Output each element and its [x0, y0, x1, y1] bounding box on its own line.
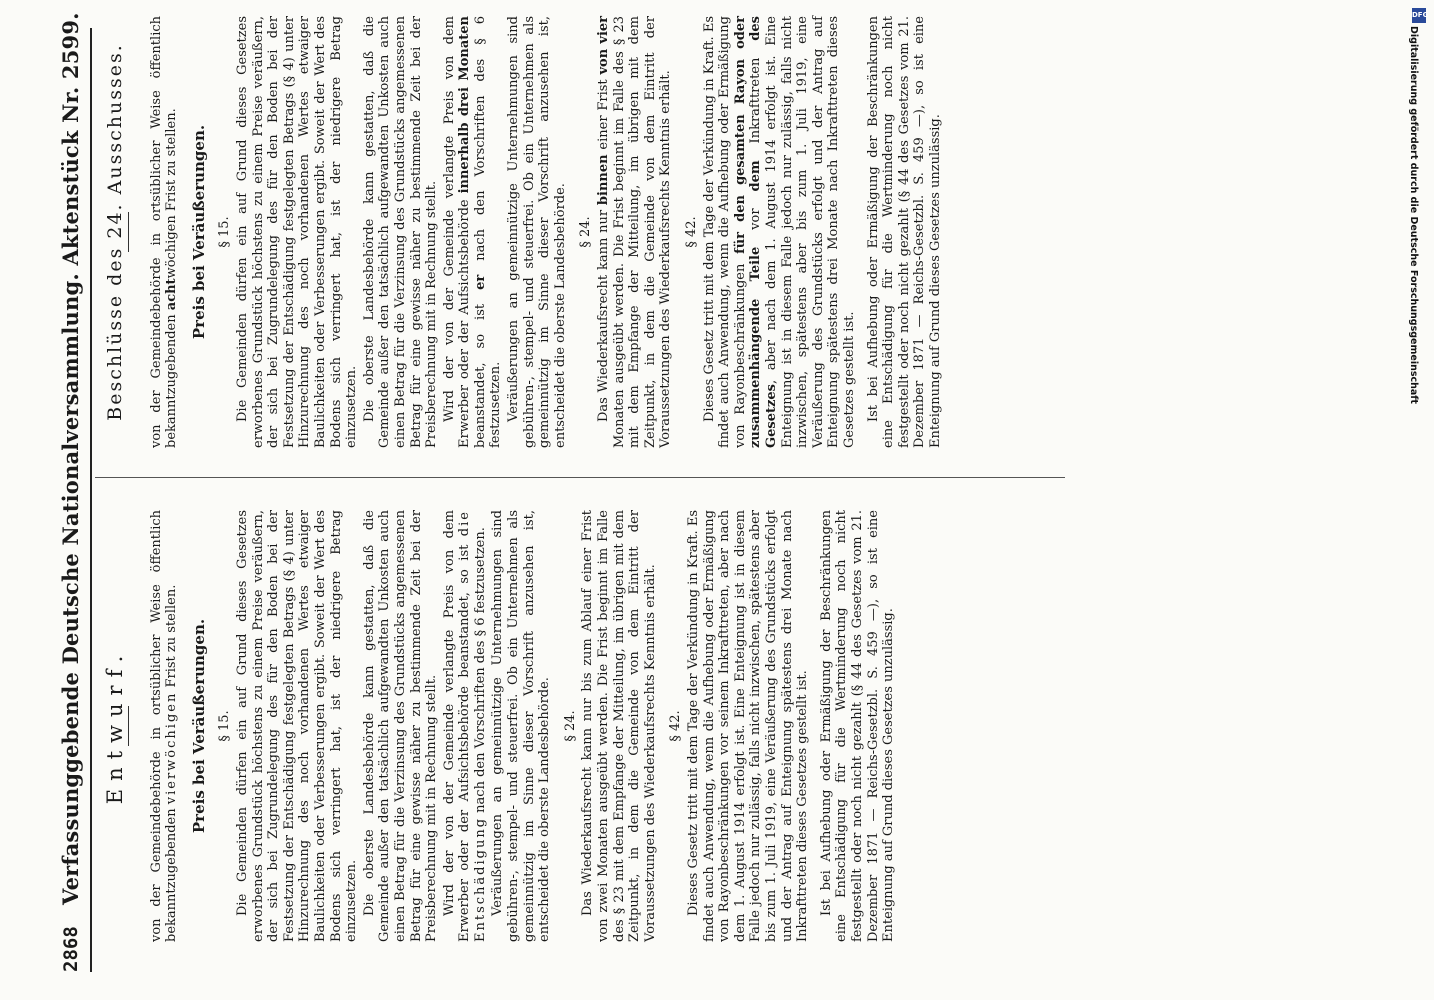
intro-text-a: von der Gemeindebehörde in ortsüblicher Weise öffentlich bekanntzugebenden	[148, 510, 180, 942]
paragraph-15-emphasis: die Entschädigung	[457, 510, 488, 942]
paragraph-number-15: § 15.	[217, 216, 233, 248]
column-title-resolutions: Beschlüsse des 24. Ausschusses.	[104, 43, 126, 421]
paragraph-42-emphasis-dem: dem	[748, 160, 764, 192]
paragraph-15-text-3e: nach den Vorschriften des § 6 festzusetzen.	[472, 16, 504, 448]
paragraph-15-emphasis-er: er	[472, 274, 488, 290]
dfg-logo: DFG	[1412, 8, 1426, 23]
header-rule	[90, 28, 92, 972]
intro-text-c: Frist zu stellen.	[164, 584, 180, 688]
page-header	[58, 0, 88, 1000]
header-title: Verfassunggebende Deutsche Nationalversammlung. Aktenstück Nr. 2599.	[58, 12, 83, 905]
paragraph-15-text-1: Die Gemeinden dürfen ein auf Grund dieses Gesetzes erworbenes Grundstück höchstens zu einem Preise veräußern, der sich bei Zugrundelegung des für den Boden bei der Festsetzung der Entschädigung festgelegten Betrags (§ 4) unter Hinzurechnung des noch vorhandenen Wertes etwaiger Baulichkeiten oder Verbesserungen ergibt. Soweit der Wert des Bodens sich verringert hat, ist der niedrigere Betrag einzusetzen.	[234, 16, 360, 448]
paragraph-15-text-2: Die oberste Landesbehörde kann gestatten, daß die Gemeinde außer den tatsächlich aufgewandten Unkosten auch einen Betrag für die Verzinsung des Grundstücks angemessenen Betrag für eine gewisse näher zu bestimmende Zeit bei der Preisberechnung mit in Rechnung stellt.	[361, 16, 440, 448]
paragraph-15-text-3c: nach den Vorschriften des § 6 festzusetzen.	[472, 527, 488, 813]
paragraph-15-emphasis: innerhalb drei Monaten	[457, 16, 473, 194]
paragraph-42-text-2: Ist bei Aufhebung oder Ermäßigung der Beschränkungen eine Entschädigung für die Wertminderung noch nicht festgestellt oder noch nicht gezahlt (§ 44 des Gesetzes vom 21. Dezember 1871 — Reichs-Gesetzbl. S. 459 —), so ist eine Enteignung auf Grund dieses Gesetzes unzulässig.	[818, 510, 897, 942]
digitization-note: Digitalisierung gefördert durch die Deutsche Forschungsgemeinschaft	[1408, 26, 1419, 404]
title-divider	[128, 212, 129, 252]
paragraph-24-text-a: Das Wiederkaufsrecht kann nur	[596, 209, 612, 422]
intro-text-emphasis: vierwöchigen	[164, 691, 180, 805]
paragraph-15-text-2: Die oberste Landesbehörde kann gestatten, daß die Gemeinde außer den tatsächlich aufgewandten Unkosten auch einen Betrag für die Verzinsung des Grundstücks angemessenen Betrag für eine gewisse näher zu bestimmende Zeit bei der Preisberechnung mit in Rechnung stellt.	[361, 510, 440, 942]
paragraph-number-24: § 24.	[578, 216, 594, 248]
title-divider	[128, 706, 129, 746]
intro-text-a: von der Gemeindebehörde in ortsüblicher Weise öffentlich bekanntzugebenden	[148, 16, 180, 448]
paragraph-24-text-e: Monaten ausgeübt werden. Die Frist beginnt im Falle des § 23 mit dem Empfange der Mitteilung, im übrigen mit dem Zeitpunkt, in dem die Gemeinde von dem Eintritt der Voraussetzungen des Wiederkaufsrechts Kenntnis erhält.	[611, 16, 674, 448]
paragraph-42-emphasis-rayon: für den gesamten Rayon oder zusammenhängende Teile	[732, 15, 764, 448]
paragraph-42-text-e: Inkrafttreten	[748, 57, 764, 144]
column-divider	[95, 477, 1065, 478]
paragraph-24-emphasis-vier: von vier	[596, 16, 612, 75]
paragraph-24-text	[596, 16, 674, 448]
paragraph-42-emphasis-gesetzes: des Gesetzes	[748, 16, 779, 448]
paragraph-number-15: § 15.	[217, 710, 233, 742]
paragraph-42-text-g: , aber nach dem 1. August 1914 erfolgt ist. Eine Enteignung ist in diesem Falle jedoch nur zulässig, falls nicht inzwischen, spätestens aber bis zum 1. Juli 1919, eine Veräußerung des Grundstücks erfolgt und der Antrag auf Enteignung spätestens drei Monate nach Inkrafttreten dieses Gesetzes gestellt ist.	[763, 16, 857, 448]
intro-text-emphasis: acht	[164, 278, 180, 311]
section-heading: Preis bei Veräußerungen.	[189, 124, 208, 340]
paragraph-42-text-1: Dieses Gesetz tritt mit dem Tage der Verkündung in Kraft. Es findet auch Anwendung, wenn die Aufhebung oder Ermäßigung von Rayonbeschränkungen vor seinem Inkrafttreten, aber nach dem 1. August 1914 erfolgt ist. Eine Enteignung ist in diesem Falle jedoch nur zulässig, falls nicht inzwischen, spätestens aber bis zum 1. Juli 1919, eine Veräußerung des Grundstücks erfolgt und der Antrag auf Enteignung spätestens drei Monate nach Inkrafttreten dieses Gesetzes gestellt ist.	[686, 510, 811, 942]
intro-text-c: wöchigen Frist zu stellen.	[164, 108, 180, 279]
intro-text	[149, 510, 180, 942]
page-number: 2868	[60, 926, 82, 972]
paragraph-15-text-4: Veräußerungen an gemeinnützige Unternehmungen sind gebühren-, stempel- und steuerfrei. Ob ein Unternehmen als gemeinnützig im Sinne dieser Vorschrift anzusehen ist, entscheidet die oberste Landesbehörde.	[490, 510, 553, 942]
paragraph-15-text-3	[442, 16, 504, 448]
paragraph-number-42: § 42.	[668, 710, 684, 742]
paragraph-15-text-1: Die Gemeinden dürfen ein auf Grund dieses Gesetzes erworbenes Grundstück höchstens zu einem Preise veräußern, der sich bei Zugrundelegung des für den Boden bei der Festsetzung der Entschädigung festgelegten Betrags (§ 4) unter Hinzurechnung des noch vorhandenen Wertes etwaiger Baulichkeiten oder Verbesserungen ergibt. Soweit der Wert des Bodens sich verringert hat, ist der niedrigere Betrag einzusetzen.	[234, 510, 360, 942]
paragraph-number-42: § 42.	[684, 216, 699, 248]
section-heading: Preis bei Veräußerungen.	[189, 618, 208, 834]
paragraph-42-text-c: vor	[748, 208, 764, 230]
paragraph-15-text-3a: Wird der von der Gemeinde verlangte Preis von dem Erwerber oder der Aufsichtsbehörde	[441, 16, 473, 448]
paragraph-15-text-4: Veräußerungen an gemeinnützige Unternehmungen sind gebühren-, stempel- und steuerfrei. Ob ein Unternehmen als gemeinnützig im Sinne dieser Vorschrift anzusehen ist, entscheidet die oberste Landesbehörde.	[506, 16, 568, 448]
paragraph-24-emphasis-binnen: binnen	[596, 154, 612, 206]
paragraph-42-text-2: Ist bei Aufhebung oder Ermäßigung der Beschränkungen eine Entschädigung für die Wertminderung noch nicht festgestellt oder noch nicht gezahlt (§ 44 des Gesetzes vom 21. Dezember 1871 — Reichs-Gesetzbl. S. 459 —), so ist eine Enteignung auf Grund dieses Gesetzes unzulässig.	[865, 16, 943, 448]
paragraph-42-text-1	[702, 16, 858, 448]
paragraph-24-text-c: einer Frist	[596, 79, 612, 150]
column-title-draft: Entwurf.	[103, 647, 127, 805]
paragraph-15-text-3a: Wird der von der Gemeinde verlangte Preis von dem Erwerber oder der Aufsichtsbehörde beanstandet, so ist	[441, 510, 473, 942]
paragraph-15-text-3c: beanstandet, so ist	[472, 303, 488, 448]
column-draft	[98, 510, 899, 942]
paragraph-number-24: § 24.	[562, 710, 578, 742]
paragraph-15-text-3	[442, 510, 489, 942]
intro-text	[149, 16, 180, 448]
column-resolutions	[98, 16, 946, 448]
paragraph-42-text-a: Dieses Gesetz tritt mit dem Tage der Verkündung in Kraft. Es findet auch Anwendung, wenn die Aufhebung oder Ermäßigung von Rayonbeschränkungen	[701, 16, 748, 448]
paragraph-24-text: Das Wiederkaufsrecht kann nur bis zum Ablauf einer Frist von zwei Monaten ausgeübt werden. Die Frist beginnt im Falle des § 23 mit dem Empfange der Mitteilung, im übrigen mit dem Zeitpunkt, in dem die Gemeinde von dem Eintritt der Voraussetzungen des Wiederkaufsrechts Kenntnis erhält.	[580, 510, 658, 942]
